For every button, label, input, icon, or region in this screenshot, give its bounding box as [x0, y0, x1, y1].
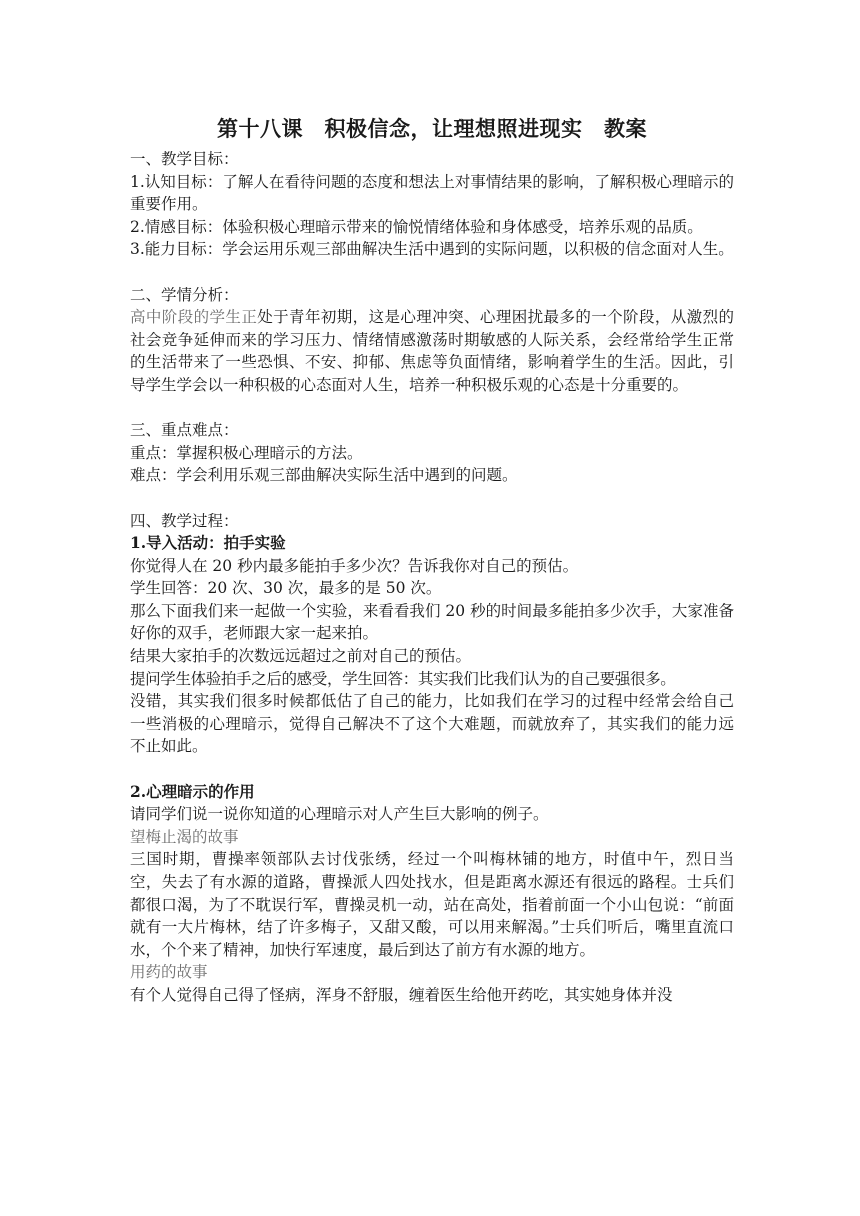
section-heading-analysis: 二、学情分析：	[130, 285, 239, 304]
document-title: 第十八课 积极信念，让理想照进现实 教案	[217, 116, 647, 141]
spacer	[130, 397, 734, 420]
warmup-line: 那么下面我们来一起做一个实验，来看看我们 20 秒的时间最多能拍多少次手，大家准备好你的双手，老师跟大家一起来拍。	[130, 601, 734, 643]
subheading-suggestion: 2.心理暗示的作用	[130, 781, 255, 801]
spacer	[130, 261, 734, 284]
warmup-line: 你觉得人在 20 秒内最多能拍手多少次？告诉我你对自己的预估。	[130, 556, 579, 575]
warmup-line: 学生回答：20 次、30 次，最多的是 50 次。	[130, 579, 442, 598]
section-heading-objectives: 一、教学目标：	[130, 150, 239, 168]
subheading-warmup: 1.导入活动：拍手实验	[130, 533, 286, 553]
spacer	[130, 758, 734, 781]
objective-item: 3.能力目标：学会运用乐观三部曲解决生活中遇到的实际问题，以积极的信念面对人生。	[130, 240, 734, 259]
warmup-line: 结果大家拍手的次数远远超过之前对自己的预估。	[130, 647, 472, 666]
analysis-paragraph	[130, 306, 734, 396]
section-heading-key-points: 三、重点难点：	[130, 421, 239, 440]
story-text: 有个人觉得自己得了怪病，浑身不舒服，缠着医生给他开药吃，其实她身体并没	[130, 985, 673, 1004]
analysis-lead: 高中阶段的学生正	[130, 308, 258, 327]
section-heading-process: 四、教学过程：	[130, 511, 239, 530]
objective-item: 2.情感目标：体验积极心理暗示带来的愉悦情绪体验和身体感受，培养乐观的品质。	[130, 217, 703, 236]
objective-item: 1.认知目标：了解人在看待问题的态度和想法上对事情结果的影响，了解积极心理暗示的重要作用。	[130, 172, 734, 214]
spacer	[130, 487, 734, 510]
story-title: 用药的故事	[130, 963, 208, 982]
story-text: 三国时期，曹操率领部队去讨伐张绣，经过一个叫梅林铺的地方，时值中午，烈日当空，失去了有水源的道路，曹操派人四处找水，但是距离水源还有很远的路程。士兵们都很口渴，为了不耽误行军，曹操灵机一动，站在高处，指着前面一个小山包说：“前面就有一大片梅林，结了许多梅子，又甜又酸，可以用来解渴。”士兵们听后，嘴里直流口水，个个来了精神，加快行军速度，最后到达了前方有水源的地方。	[130, 850, 734, 959]
warmup-line: 没错，其实我们很多时候都低估了自己的能力，比如我们在学习的过程中经常会给自己一些消极的心理暗示，觉得自己解决不了这个大难题，而就放弃了，其实我们的能力远不止如此。	[130, 692, 734, 756]
warmup-line: 提问学生体验拍手之后的感受，学生回答：其实我们比我们认为的自己要强很多。	[130, 669, 676, 688]
story-title: 望梅止渴的故事	[130, 827, 239, 846]
difficult-point: 难点：学会利用乐观三部曲解决实际生活中遇到的问题。	[130, 466, 518, 485]
suggestion-intro: 请同学们说一说你知道的心理暗示对人产生巨大影响的例子。	[130, 805, 549, 824]
analysis-rest: 处于青年初期，这是心理冲突、心理困扰最多的一个阶段，从激烈的社会竞争延伸而来的学习压力、情绪情感激荡时期敏感的人际关系，会经常给学生正常的生活带来了一些恐惧、不安、抑郁、焦虑等负面情绪，影响着学生的生活。因此，引导学生学会以一种积极的心态面对人生，培养一种积极乐观的心态是十分重要的。	[130, 308, 734, 394]
key-point: 重点：掌握积极心理暗示的方法。	[130, 443, 363, 462]
